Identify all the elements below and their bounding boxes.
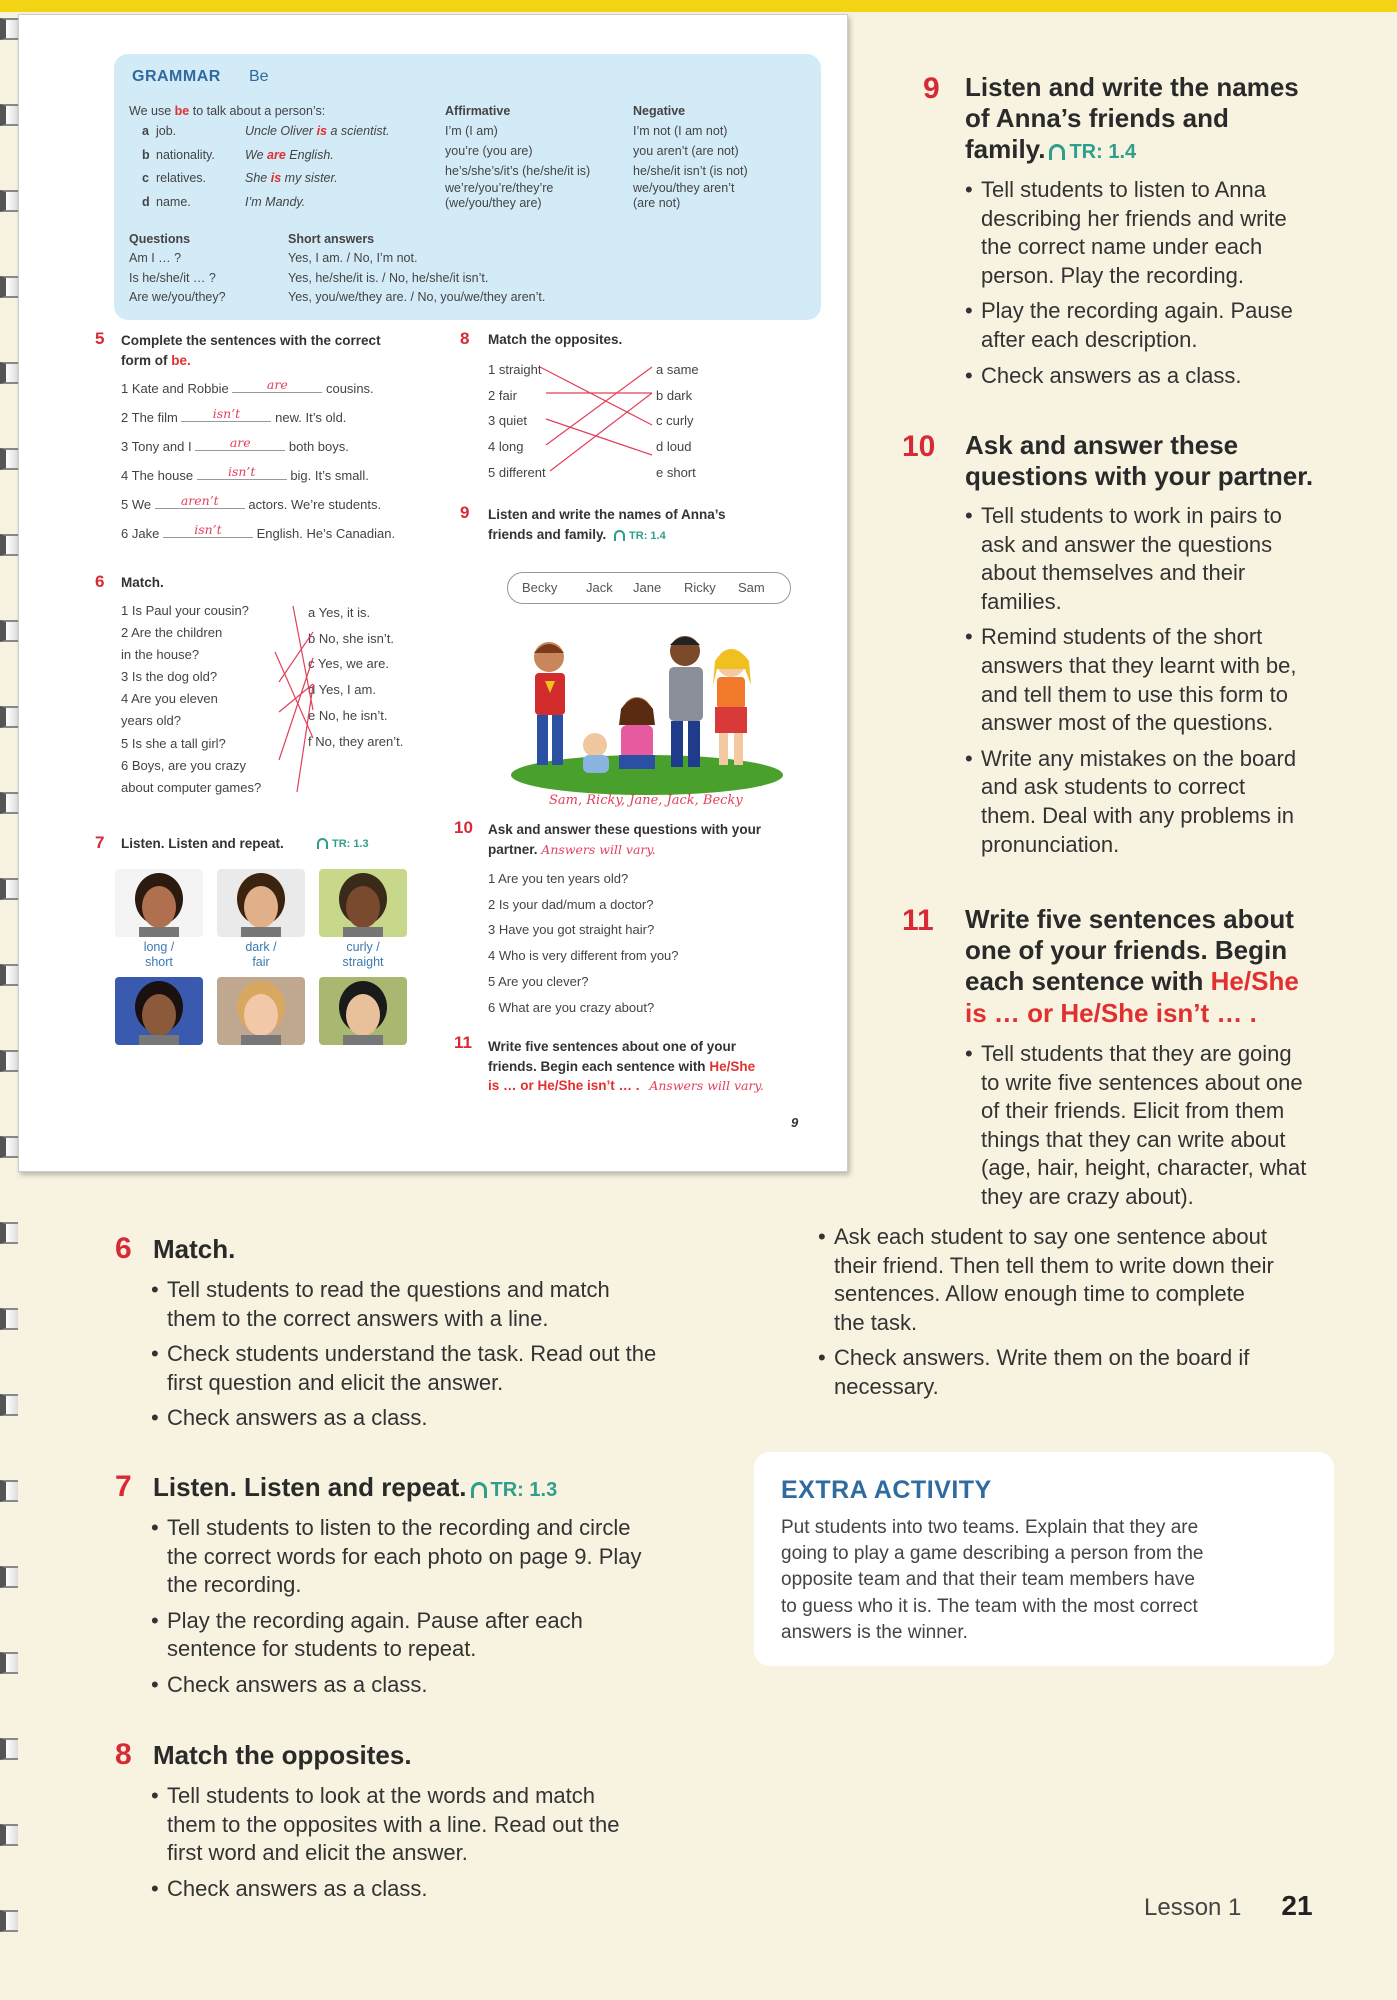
grammar-use-row: c relatives. She is my sister. [142,169,442,193]
ex8-left-word: 4 long [488,439,524,455]
ex6-question: 2 Are the children [121,625,223,641]
ex5-answer: are [195,435,285,451]
short-answer: Yes, he/she/it is. / No, he/she/it isn’t. [288,270,489,285]
ex10-question: 6 What are you crazy about? [488,999,655,1015]
headphones-icon [471,1482,487,1498]
ex6-question: 4 Are you eleven [121,691,218,707]
ex6-answer: d Yes, I am. [308,682,376,698]
bullet-point: • Play the recording again. Pause after each description. [965,297,1385,354]
word-box-name: Sam [738,580,765,595]
ex5-item: 3 Tony and I are both boys. [121,435,349,454]
ex5-answer: isn’t [163,522,253,538]
bullet-point: • Check answers as a class. [151,1875,731,1904]
extra-activity-line: opposite team and that their team members have [781,1569,1196,1591]
exercise-6: 6 Match. 1 Is Paul your cousin? 2 Are the children in the house? 3 Is the dog old? 4 Are you eleven years old? 5 Is she a tall girl? 6 Boys, are you crazy about computer games? a Yes, it is. b No, she isn’t. c Yes, we are. d Yes, I am. e No, he isn’t. f No, they aren’t. [95,572,104,592]
grammar-box [114,54,821,320]
ex6-question: 6 Boys, are you crazy [121,757,246,773]
ex8-left-word: 2 fair [488,387,517,403]
ex10-question: 3 Have you got straight hair? [488,922,655,938]
exercise-8: 8 Match the opposites. 1 straight 2 fair 3 quiet 4 long 5 different a same b dark c curly d loud e short [460,329,469,349]
ex6-match-lines [245,602,315,802]
bullet-point: • Tell students to listen to Anna describing her friends and write the correct name under each person. Play the recording. [965,176,1385,290]
grammar-example: Uncle Oliver is a scientist. [245,124,390,138]
word-box-name: Becky [522,580,558,595]
word-box-name: Jane [633,580,662,595]
top-yellow-bar [0,0,1397,12]
extra-activity-line: going to play a game describing a person from the [781,1543,1204,1565]
footer-page: 21 [1281,1890,1313,1921]
bullet-point: • Play the recording again. Pause after each sentence for students to repeat. [151,1607,731,1664]
bullet-point: • Tell students to read the questions and match them to the correct answers with a line. [151,1276,731,1333]
spiral-ring [0,534,18,556]
ex5-item: 1 Kate and Robbie are cousins. [121,377,374,396]
spiral-ring [0,1136,18,1158]
short-answer: Yes, you/we/they are. / No, you/we/they aren’t. [288,290,546,305]
ex8-match-lines [540,361,660,481]
ex8-right-word: d loud [656,439,692,455]
affirmative-form: (we/you/they are) [445,195,542,210]
ex6-answer: b No, she isn’t. [308,630,394,646]
grammar-example: I’m Mandy. [245,194,306,209]
exercise-11: 11 Write five sentences about one of your friends. Begin each sentence with He/She is … or He/She isn’t … . Answers will vary. [454,1033,764,1094]
spiral-ring [0,1480,18,1502]
ex5-answer: isn’t [197,464,287,480]
page-number: 9 [791,1115,799,1130]
spiral-ring [0,1738,18,1760]
bullet-point: • Tell students to look at the words and match them to the opposites with a line. Read out the first word and elicit the answer. [151,1782,731,1868]
headphones-icon [317,838,328,849]
bullet-point: • Tell students that they are going to write five sentences about one of their friends. Elicit from them things that they can write about (age, hair, height, character, what they are crazy about). [965,1040,1375,1212]
ex5-item: 2 The film isn’t new. It’s old. [121,406,347,425]
exercise-9: 9 Listen and write the names of Anna’s friends and family. TR: 1.4 [460,503,726,542]
extra-activity-line: answers is the winner. [781,1621,968,1643]
footer [1144,1890,1313,1922]
bullet-point: • Check answers as a class. [151,1404,731,1433]
spiral-ring [0,190,18,212]
student-book-page [18,14,848,1172]
footer-lesson: Lesson 1 [1144,1894,1242,1921]
affirmative-column: Affirmative I’m (I am) you’re (you are) he’s/she’s/it’s (he/she/it is) we’re/you’re/they’re (we/you/they are) [445,102,645,210]
spiral-ring [0,448,18,470]
bullet-point: • Check answers as a class. [965,362,1385,391]
bullet-point: • Check students understand the task. Read out the first question and elicit the answer. [151,1340,731,1397]
negative-form: we/you/they aren’t [633,181,735,196]
student-photo [115,869,203,937]
ex10-question: 5 Are you clever? [488,973,589,989]
student-photo [319,977,407,1045]
word-box [507,572,791,604]
question-form: Is he/she/it … ? [129,270,216,285]
question-form: Are we/you/they? [129,290,226,305]
bullet-point: • Tell students to listen to the recording and circle the correct words for each photo on page 9. Play the recording. [151,1514,731,1600]
headphones-icon [614,530,625,541]
note-11-wide-bullets [818,1223,1338,1409]
ex6-answer: e No, he isn’t. [308,707,388,723]
ex6-question: years old? [121,713,181,729]
negative-column: Negative I’m not (I am not) you aren’t (are not) he/she/it isn’t (is not) we/you/they aren’t (are not) [633,102,813,210]
spiral-ring [0,1308,18,1330]
photo-caption: curly / straight [342,940,384,969]
affirmative-form: I’m (I am) [445,124,498,139]
ex5-answer: isn’t [181,406,271,422]
ex8-right-word: a same [656,362,699,377]
ex8-left-word: 3 quiet [488,413,528,429]
spiral-ring [0,18,18,40]
exercise-10: 10 Ask and answer these questions with your partner. Answers will vary. 1 Are you ten years old? 2 Is your dad/mum a doctor? 3 Have you got straight hair? 4 Who is very different from you? 5 Are you clever? 6 What are you crazy about? [454,818,473,838]
question-form: Am I … ? [129,251,182,266]
ex8-right-word: b dark [656,387,693,403]
spiral-ring [0,1824,18,1846]
ex6-question: 1 Is Paul your cousin? [121,603,249,618]
ex10-question: 1 Are you ten years old? [488,871,629,886]
spiral-ring [0,1394,18,1416]
spiral-ring [0,1652,18,1674]
negative-form: I’m not (I am not) [633,124,728,139]
spiral-ring [0,104,18,126]
bullet-point: • Ask each student to say one sentence about their friend. Then tell them to write down their sentences. Allow enough time to complete the task. [818,1223,1338,1337]
short-answers-column: Short answers Yes, I am. / No, I’m not. Yes, he/she/it is. / No, he/she/it isn’t. Yes, you/we/they are. / No, you/we/they aren’t. [288,230,738,308]
bullet-point: • Write any mistakes on the board and ask students to correct them. Deal with any problems in pronunciation. [965,745,1365,859]
ex6-question: 5 Is she a tall girl? [121,735,226,751]
extra-activity-line: Put students into two teams. Explain that they are [781,1517,1199,1538]
ex8-left-word: 5 different [488,464,546,480]
word-box-name: Ricky [684,580,716,595]
exercise-7: 7 Listen. Listen and repeat. TR: 1.3 long / short dark / fair curly / straight [95,833,104,853]
ex5-answer: aren’t [155,493,245,509]
spiral-ring [0,792,18,814]
affirmative-form: we’re/you’re/they’re [445,181,554,196]
ex10-question: 2 Is your dad/mum a doctor? [488,896,654,912]
ex6-answer: f No, they aren’t. [308,733,404,749]
ex5-answer: are [232,377,322,393]
grammar-title: GRAMMAR [132,68,221,85]
ex8-left-word: 1 straight [488,362,542,377]
questions-column: Questions Am I … ? Is he/she/it … ? Are we/you/they? [129,230,279,308]
spiral-ring [0,1050,18,1072]
ex6-question: in the house? [121,647,200,663]
extra-activity-box [754,1452,1334,1666]
ex5-item: 4 The house isn’t big. It’s small. [121,464,369,483]
spiral-ring [0,878,18,900]
bullet-point: • Tell students to work in pairs to ask and answer the questions about themselves and their families. [965,502,1365,616]
ex5-item: 5 We aren’t actors. We’re students. [121,493,382,512]
bullet-point: • Remind students of the short answers that they learnt with be, and tell them to use this form to answer most of the questions. [965,623,1365,737]
exercise-5: 5 Complete the sentences with the correct form of be. 1 Kate and Robbie are cousins. 2 The film isn’t new. It’s old. 3 Tony and I are both boys. 4 The house isn’t big. It’s small. 5 We aren’t actors. We’re students. 6 Jake isn’t English. He’s Canadian. [95,329,104,349]
negative-form: (are not) [633,195,681,210]
negative-form: you aren’t (are not) [633,144,739,159]
spiral-ring [0,706,18,728]
extra-activity-title: EXTRA ACTIVITY [781,1476,992,1504]
ex9-answer: Sam, Ricky, Jane, Jack, Becky [549,793,743,808]
grammar-use-row: a job. Uncle Oliver is a scientist. [142,122,442,146]
bullet-point: • Check answers. Write them on the board if necessary. [818,1344,1338,1401]
ex6-answer: a Yes, it is. [308,605,371,620]
grammar-intro: We use be to talk about a person’s: [129,104,326,118]
spiral-ring [0,620,18,642]
spiral-ring [0,964,18,986]
family-illustration [497,615,797,795]
grammar-use-row: d name. I’m Mandy. [142,193,442,217]
affirmative-form: he’s/she’s/it’s (he/she/it is) [445,164,591,179]
spiral-ring [0,362,18,384]
spiral-ring [0,276,18,298]
ex8-right-word: e short [656,464,696,480]
student-photo [217,869,305,937]
student-photo [217,977,305,1045]
headphones-icon [1049,144,1065,160]
negative-form: he/she/it isn’t (is not) [633,164,748,179]
spiral-ring [0,1566,18,1588]
grammar-use-row: b nationality. We are English. [142,146,442,170]
spiral-ring [0,1910,18,1932]
grammar-example: She is my sister. [245,171,338,185]
ex6-question: 3 Is the dog old? [121,669,218,685]
ex6-question: about computer games? [121,779,262,795]
extra-activity-line: to guess who it is. The team with the most correct [781,1595,1198,1617]
affirmative-form: you’re (you are) [445,144,533,159]
photo-caption: dark / fair [245,940,277,969]
grammar-uses [142,122,442,216]
grammar-example: We are English. [245,147,334,162]
bullet-point: • Check answers as a class. [151,1671,731,1700]
ex6-answer: c Yes, we are. [308,656,389,672]
grammar-topic: Be [249,68,269,85]
ex8-right-word: c curly [656,413,694,429]
spiral-ring [0,1222,18,1244]
short-answer: Yes, I am. / No, I’m not. [288,251,418,266]
ex10-question: 4 Who is very different from you? [488,948,679,964]
student-photo [319,869,407,937]
student-photo [115,977,203,1045]
word-box-name: Jack [586,580,613,595]
ex5-item: 6 Jake isn’t English. He’s Canadian. [121,522,396,541]
photo-caption: long / short [143,940,175,969]
